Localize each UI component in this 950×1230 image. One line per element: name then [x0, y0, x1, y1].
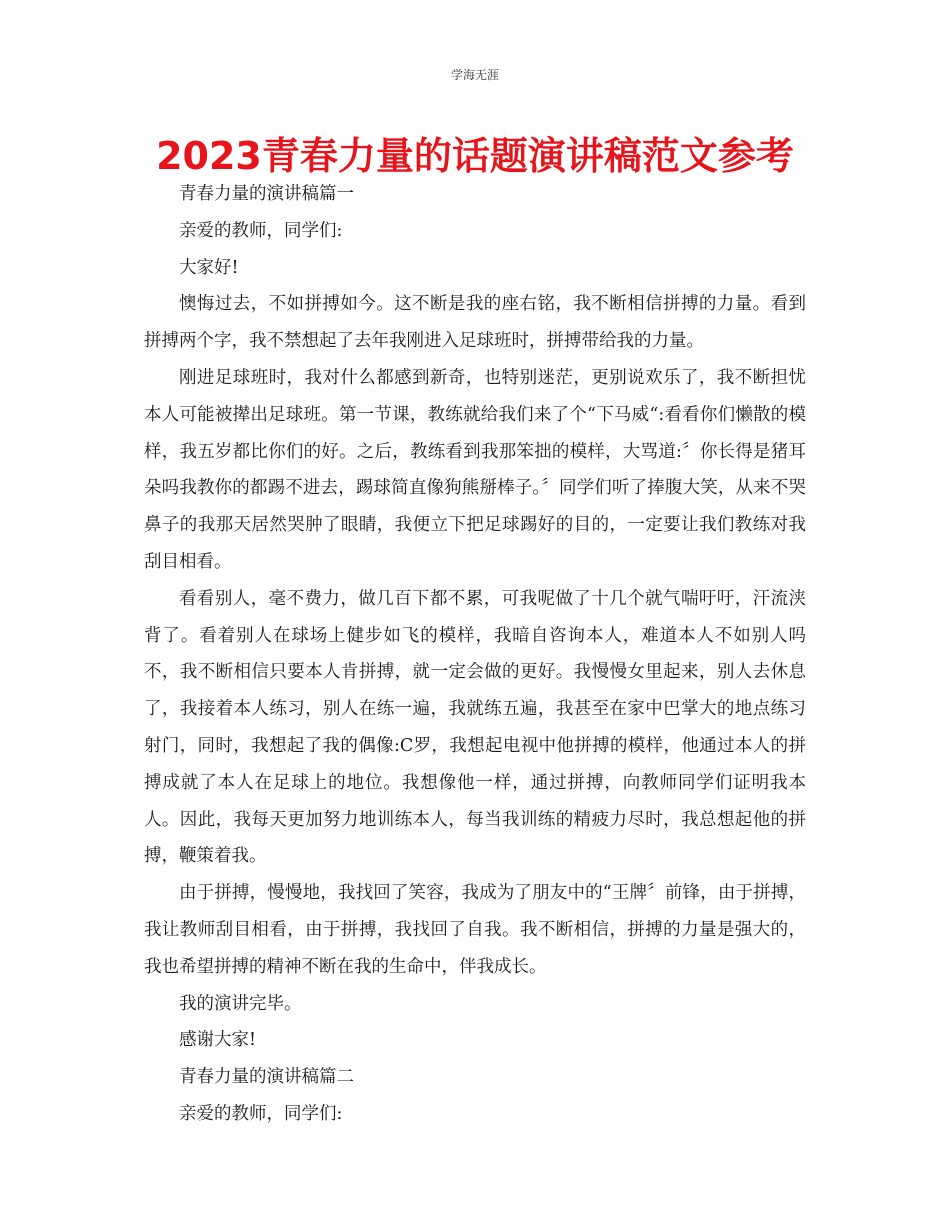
paragraph: 懊悔过去，不如拼搏如今。这不断是我的座右铭，我不断相信拼搏的力量。看到拼搏两个字，我不禁想起了去年我刚进入足球班时，拼搏带给我的力量。 — [144, 294, 806, 352]
thanks-line: 感谢大家! — [179, 1030, 257, 1051]
paragraph: 由于拼搏，慢慢地，我找回了笑容，我成为了朋友中的“王牌〞前锋，由于拼搏，我让教师刮目相看，由于拼搏，我找回了自我。我不断相信，拼搏的力量是强大的，我也希望拼搏的精神不断在我的生命中，伴我成长。 — [144, 883, 806, 977]
paragraph: 刚进足球班时，我对什么都感到新奇，也特别迷茫，更别说欢乐了，我不断担忧本人可能被撵出足球班。第一节课，教练就给我们来了个“下马威“:看看你们懒散的模样，我五岁都比你们的好。之后，教练看到我那笨拙的模样，大骂道:〞你长得是猪耳朵吗我教你的都踢不进去，踢球简直像狗熊掰棒子。〞同学们听了捧腹大笑，从来不哭鼻子的我那天居然哭肿了眼睛，我便立下把足球踢好的目的，一定要让我们教练对我刮目相看。 — [144, 367, 806, 572]
document-body — [144, 176, 806, 1133]
salutation: 亲爱的教师，同学们: — [179, 220, 343, 241]
greeting: 大家好! — [179, 257, 239, 278]
document-title: 2023青春力量的话题演讲稿范文参考 — [156, 134, 794, 178]
section-heading-2: 青春力量的演讲稿篇二 — [179, 1067, 354, 1088]
closing-line: 我的演讲完毕。 — [179, 993, 302, 1014]
paragraph: 看看别人，毫不费力，做几百下都不累，可我呢做了十几个就气喘吁吁，汗流浃背了。看着别人在球场上健步如飞的模样，我暗自咨询本人，难道本人不如别人吗不，我不断相信只要本人肯拼搏，就一定会做的更好。我慢慢女里起来，别人去休息了，我接着本人练习，别人在练一遍，我就练五遍，我甚至在家中巴掌大的地点练习射门，同时，我想起了我的偶像:C罗，我想起电视中他拼搏的模样，他通过本人的拼搏成就了本人在足球上的地位。我想像他一样，通过拼搏，向教师同学们证明我本人。因此，我每天更加努力地训练本人，每当我训练的精疲力尽时，我总想起他的拼搏，鞭策着我。 — [144, 588, 806, 867]
salutation: 亲爱的教师，同学们: — [179, 1103, 343, 1124]
page-header: 学海无涯 — [450, 68, 499, 82]
section-heading-1: 青春力量的演讲稿篇一 — [179, 184, 354, 204]
